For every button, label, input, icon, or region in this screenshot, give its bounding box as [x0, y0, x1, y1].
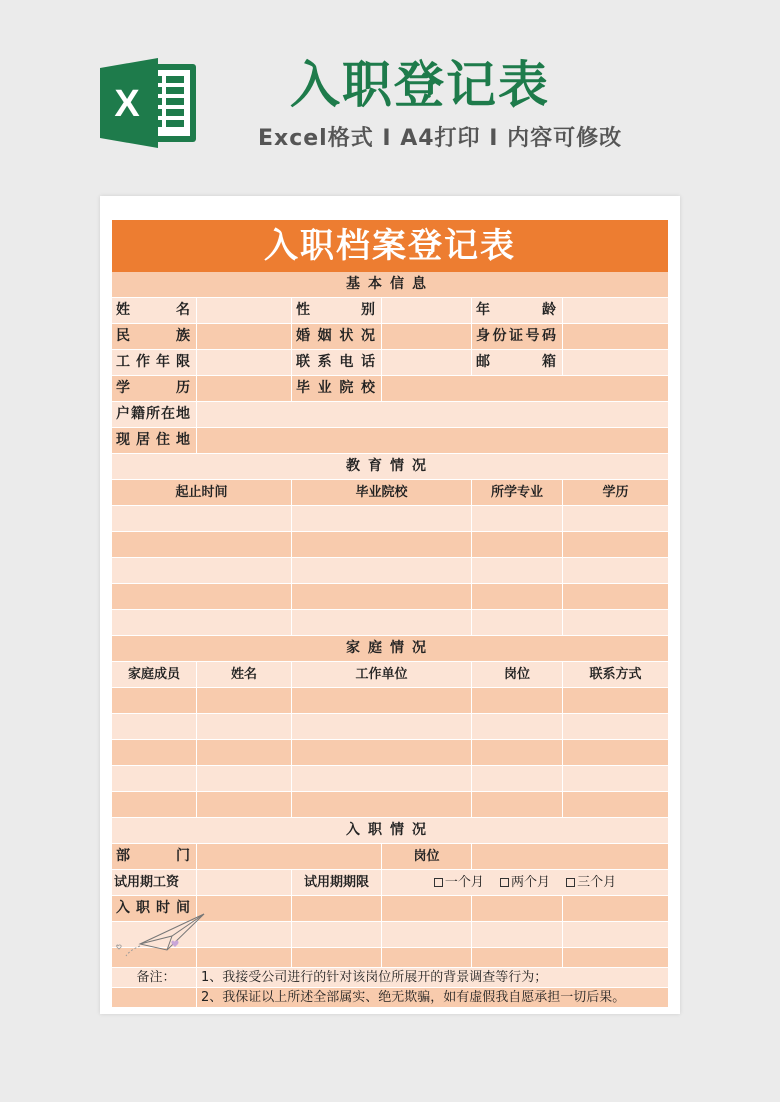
field-education[interactable] — [197, 376, 292, 402]
field-age[interactable] — [563, 298, 668, 324]
family-row — [112, 688, 668, 714]
label-probation-salary: 试用期工资 — [112, 870, 197, 896]
onboarding-cell[interactable] — [472, 896, 563, 922]
registration-form — [112, 220, 668, 1008]
basic-row-6 — [112, 428, 668, 454]
family-cell[interactable] — [563, 792, 668, 818]
onboarding-cell[interactable] — [563, 922, 668, 948]
education-cell[interactable] — [472, 558, 563, 584]
family-row — [112, 714, 668, 740]
education-col-degree: 学历 — [563, 480, 668, 506]
label-phone: 联系电话 — [292, 350, 382, 376]
onboarding-cell[interactable] — [563, 896, 668, 922]
family-col-employer: 工作单位 — [292, 662, 472, 688]
field-current-address[interactable] — [197, 428, 668, 454]
family-cell[interactable] — [112, 688, 197, 714]
basic-row-1 — [112, 298, 668, 324]
family-cell[interactable] — [563, 740, 668, 766]
education-row — [112, 532, 668, 558]
basic-row-5 — [112, 402, 668, 428]
option-three-months[interactable] — [566, 875, 616, 890]
education-row — [112, 558, 668, 584]
education-cell[interactable] — [563, 610, 668, 636]
education-cell[interactable] — [563, 584, 668, 610]
education-cell[interactable] — [112, 610, 292, 636]
family-cell[interactable] — [112, 766, 197, 792]
section-header-family — [112, 636, 668, 662]
onboarding-cell[interactable] — [472, 948, 563, 968]
education-cell[interactable] — [472, 532, 563, 558]
label-probation-period: 试用期期限 — [292, 870, 382, 896]
label-education: 学历 — [112, 376, 197, 402]
field-phone[interactable] — [382, 350, 472, 376]
section-header-basic — [112, 272, 668, 298]
excel-logo-letter: X — [114, 83, 140, 125]
section-title-family: 家庭情况 — [112, 636, 668, 662]
onboarding-cell[interactable] — [197, 922, 292, 948]
label-gender: 性别 — [292, 298, 382, 324]
paper-plane-icon — [112, 910, 207, 958]
field-email[interactable] — [563, 350, 668, 376]
checkbox-icon — [434, 878, 443, 887]
family-cell[interactable] — [563, 714, 668, 740]
label-ethnicity: 民族 — [112, 324, 197, 350]
form-paper — [100, 196, 680, 1014]
education-cell[interactable] — [292, 584, 472, 610]
family-cell[interactable] — [112, 714, 197, 740]
note-item-1: 1、我接受公司进行的针对该岗位所展开的背景调查等行为； — [197, 968, 668, 988]
family-cell[interactable] — [197, 688, 292, 714]
field-school[interactable] — [382, 376, 668, 402]
option-three-months-label: 三个月 — [577, 875, 617, 890]
form-title: 入职档案登记表 — [112, 220, 668, 272]
label-school: 毕业院校 — [292, 376, 382, 402]
family-cell[interactable] — [292, 740, 472, 766]
family-cell[interactable] — [197, 792, 292, 818]
education-cell[interactable] — [292, 558, 472, 584]
family-col-contact: 联系方式 — [563, 662, 668, 688]
label-work-years: 工作年限 — [112, 350, 197, 376]
field-position[interactable] — [472, 844, 668, 870]
education-cell[interactable] — [472, 506, 563, 532]
family-cell[interactable] — [472, 766, 563, 792]
family-cell[interactable] — [112, 740, 197, 766]
education-col-period: 起止时间 — [112, 480, 292, 506]
education-cell[interactable] — [112, 506, 292, 532]
label-entry-time: 入职时间 — [112, 896, 197, 922]
option-one-month-label: 一个月 — [444, 875, 484, 890]
family-cell[interactable] — [472, 714, 563, 740]
note-item-2: 2、我保证以上所述全部属实、绝无欺骗，如有虚假我自愿承担一切后果。 — [197, 988, 668, 1008]
label-email: 邮箱 — [472, 350, 563, 376]
field-ethnicity[interactable] — [197, 324, 292, 350]
probation-period-options — [382, 870, 668, 896]
family-cell[interactable] — [292, 688, 472, 714]
field-probation-salary[interactable] — [197, 870, 292, 896]
education-header-row — [112, 480, 668, 506]
field-household-registration[interactable] — [197, 402, 668, 428]
option-two-months-label: 两个月 — [510, 875, 550, 890]
basic-row-2 — [112, 324, 668, 350]
education-row — [112, 584, 668, 610]
onboarding-cell[interactable] — [563, 948, 668, 968]
family-cell[interactable] — [472, 740, 563, 766]
family-cell[interactable] — [563, 688, 668, 714]
label-age: 年龄 — [472, 298, 563, 324]
page-subtitle: Excel格式 I A4打印 I 内容可修改 — [258, 126, 623, 151]
education-cell[interactable] — [292, 610, 472, 636]
checkbox-icon — [500, 878, 509, 887]
basic-row-3 — [112, 350, 668, 376]
education-cell[interactable] — [563, 558, 668, 584]
section-header-education — [112, 454, 668, 480]
family-col-position: 岗位 — [472, 662, 563, 688]
family-cell[interactable] — [292, 792, 472, 818]
label-marital-status: 婚姻状况 — [292, 324, 382, 350]
onboarding-cell[interactable] — [197, 948, 292, 968]
field-name[interactable] — [197, 298, 292, 324]
family-cell[interactable] — [472, 792, 563, 818]
checkbox-icon — [566, 878, 575, 887]
option-one-month[interactable] — [434, 875, 484, 890]
section-title-education: 教育情况 — [112, 454, 668, 480]
onboarding-row-2 — [112, 870, 668, 896]
education-cell[interactable] — [472, 584, 563, 610]
onboarding-cell[interactable] — [292, 896, 382, 922]
education-cell[interactable] — [563, 532, 668, 558]
family-cell[interactable] — [292, 766, 472, 792]
field-entry-time[interactable] — [197, 896, 292, 922]
education-cell[interactable] — [292, 506, 472, 532]
onboarding-row-1 — [112, 844, 668, 870]
family-cell[interactable] — [292, 714, 472, 740]
family-col-name: 姓名 — [197, 662, 292, 688]
onboarding-cell[interactable] — [382, 896, 472, 922]
education-col-major: 所学专业 — [472, 480, 563, 506]
section-title-onboarding: 入职情况 — [112, 818, 668, 844]
field-gender[interactable] — [382, 298, 472, 324]
education-row — [112, 506, 668, 532]
education-cell[interactable] — [472, 610, 563, 636]
onboarding-cell[interactable] — [382, 922, 472, 948]
label-current-address: 现居住地 — [112, 428, 197, 454]
label-id-number: 身份证号码 — [472, 324, 563, 350]
notes-label: 备注： — [112, 968, 197, 988]
family-row — [112, 766, 668, 792]
education-cell[interactable] — [112, 584, 292, 610]
family-cell[interactable] — [197, 766, 292, 792]
notes-row-1 — [112, 968, 668, 988]
label-household-registration: 户籍所在地 — [112, 402, 197, 428]
onboarding-cell[interactable] — [292, 948, 382, 968]
family-cell[interactable] — [197, 740, 292, 766]
onboarding-cell[interactable] — [292, 922, 382, 948]
field-work-years[interactable] — [197, 350, 292, 376]
onboarding-cell[interactable] — [382, 948, 472, 968]
family-cell[interactable] — [112, 792, 197, 818]
family-cell[interactable] — [472, 688, 563, 714]
basic-row-4 — [112, 376, 668, 402]
family-cell[interactable] — [563, 766, 668, 792]
field-id-number[interactable] — [563, 324, 668, 350]
education-cell[interactable] — [563, 506, 668, 532]
label-position: 岗位 — [382, 844, 472, 870]
family-row — [112, 792, 668, 818]
onboarding-cell[interactable] — [472, 922, 563, 948]
family-col-member: 家庭成员 — [112, 662, 197, 688]
field-marital-status[interactable] — [382, 324, 472, 350]
page-title: 入职登记表 — [290, 56, 550, 114]
section-title-basic: 基本信息 — [112, 272, 668, 298]
label-department: 部门 — [112, 844, 197, 870]
field-department[interactable] — [197, 844, 382, 870]
education-col-school: 毕业院校 — [292, 480, 472, 506]
excel-logo-icon — [100, 58, 198, 148]
notes-row-2 — [112, 988, 668, 1008]
education-cell[interactable] — [112, 558, 292, 584]
family-cell[interactable] — [197, 714, 292, 740]
education-cell[interactable] — [292, 532, 472, 558]
family-row — [112, 740, 668, 766]
section-header-onboarding — [112, 818, 668, 844]
education-row — [112, 610, 668, 636]
education-cell[interactable] — [112, 532, 292, 558]
family-header-row — [112, 662, 668, 688]
notes-spacer — [112, 988, 197, 1008]
label-name: 姓名 — [112, 298, 197, 324]
option-two-months[interactable] — [500, 875, 550, 890]
